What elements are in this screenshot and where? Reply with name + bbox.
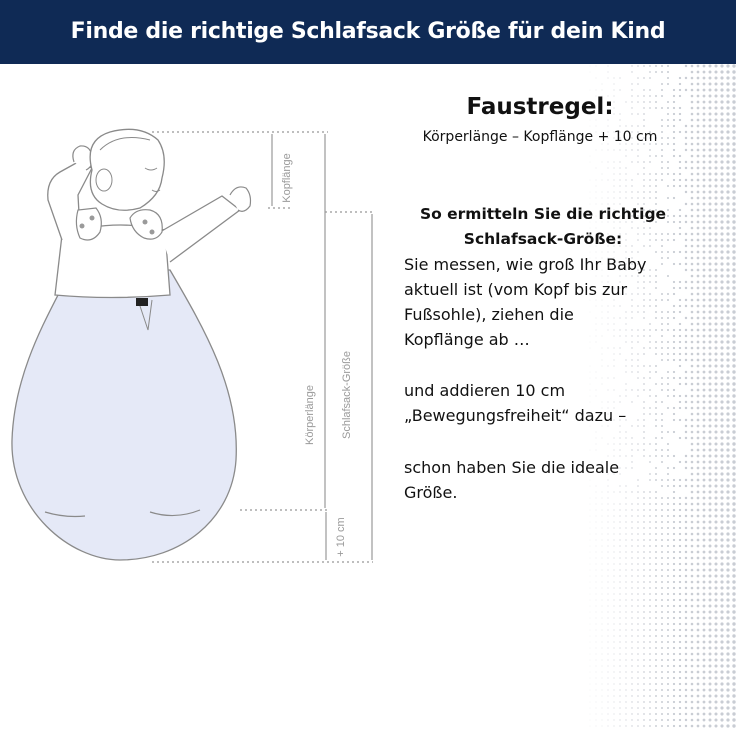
brand-tag — [136, 298, 148, 306]
instructions-paragraph-2 — [404, 378, 694, 428]
instructions-paragraph-1 — [404, 252, 694, 352]
text-line: Kopflänge ab … — [404, 330, 530, 349]
label-plus-10cm: + 10 cm — [335, 517, 347, 557]
collar-left — [76, 208, 101, 240]
label-koerperlaenge: Körperlänge — [304, 385, 316, 445]
snap-button — [80, 224, 85, 229]
instructions-heading-line: So ermitteln Sie die richtige — [419, 205, 667, 223]
instructions-heading — [400, 202, 686, 252]
rule-title: Faustregel: — [466, 94, 614, 120]
snap-button — [143, 220, 148, 225]
snap-button — [90, 216, 95, 221]
text-line: und addieren 10 cm — [404, 381, 566, 400]
rule-formula: Körperlänge – Kopflänge + 10 cm — [422, 129, 658, 145]
text-line: Fußsohle), ziehen die — [404, 305, 574, 324]
right-arm — [160, 196, 240, 262]
label-schlafsack-groesse: Schlafsack-Größe — [341, 350, 353, 440]
baby-sleeping-bag-illustration — [0, 64, 400, 584]
text-line: schon haben Sie die ideale — [404, 458, 620, 477]
text-line: aktuell ist (vom Kopf bis zur — [404, 280, 628, 299]
sleeping-bag-body — [12, 270, 236, 560]
instructions-paragraph-3 — [404, 455, 694, 505]
snap-button — [150, 230, 155, 235]
text-line: Größe. — [404, 483, 458, 502]
baby-ear — [96, 169, 112, 191]
text-line: „Bewegungsfreiheit“ dazu – — [404, 406, 627, 425]
label-kopflaenge: Kopflänge — [281, 153, 293, 203]
instructions-heading-line: Schlafsack-Größe: — [463, 230, 623, 248]
text-line: Sie messen, wie groß Ihr Baby — [404, 255, 647, 274]
page-title: Finde die richtige Schlafsack Größe für dein Kind — [70, 19, 666, 44]
